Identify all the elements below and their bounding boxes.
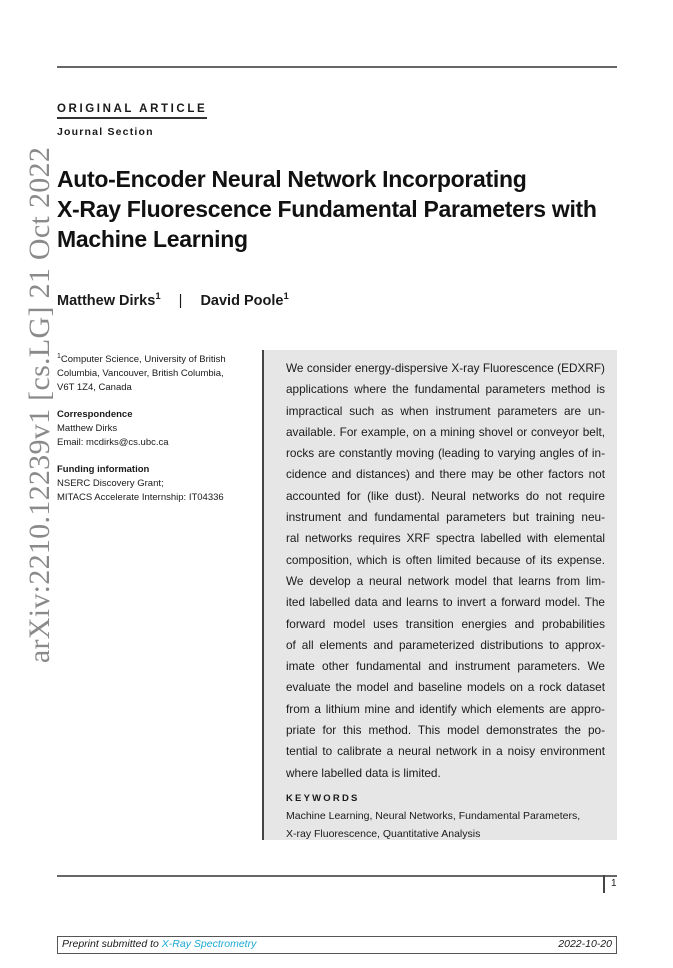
affiliation-mark: 1 (283, 291, 289, 302)
keywords-line: X-ray Fluorescence, Quantitative Analysis (286, 827, 481, 840)
abstract-line: We consider energy-dispersive X-ray Fluorescence (EDXRF) (286, 361, 605, 375)
top-rule (57, 66, 617, 68)
article-type: ORIGINAL ARTICLE (57, 103, 207, 119)
affiliation-mark: 1 (57, 353, 61, 360)
correspondence-label: Correspondence (57, 409, 133, 421)
author-separator: | (178, 292, 183, 309)
author-name: David Poole (200, 292, 284, 309)
funding-line: MITACS Accelerate Internship: IT04336 (57, 492, 224, 504)
abstract-line: priate for this method. This model demonstrates the po- (286, 723, 605, 738)
correspondence-name: Matthew Dirks (57, 423, 118, 435)
abstract-line: available. For example, on a mining shovel or conveyor belt, (286, 424, 605, 439)
affiliation-line: Columbia, Vancouver, British Columbia, (57, 368, 224, 380)
affiliation (57, 350, 247, 395)
keywords (286, 807, 605, 843)
footer-prefix: Preprint submitted to (62, 938, 162, 950)
abstract-line: composition, which is often limited because of its expense. (286, 552, 605, 567)
journal-link[interactable]: X-Ray Spectrometry (161, 938, 257, 950)
abstract-line: accounted for (like dust). Neural networks do not require (286, 488, 605, 503)
abstract-line: evaluate the model and baseline models on a rock dataset (286, 680, 605, 695)
funding-label: Funding information (57, 464, 150, 476)
journal-section: Journal Section (57, 126, 154, 138)
abstract-line: rocks are constantly moving (leading to varying angles of in- (286, 446, 605, 461)
abstract-line: We develop a neural network model that learns from lim- (286, 573, 605, 588)
title-line: Machine Learning (57, 226, 248, 252)
keywords-label: KEYWORDS (286, 792, 360, 804)
author-name: Matthew Dirks (57, 292, 156, 309)
preprint-footer (57, 936, 617, 954)
title-line: X-Ray Fluorescence Fundamental Parameters with (57, 196, 597, 222)
funding-line: NSERC Discovery Grant; (57, 478, 164, 490)
footer-date: 2022-10-20 (558, 938, 612, 950)
sidebar-info (57, 350, 247, 518)
affiliation-mark: 1 (155, 291, 161, 302)
abstract-line: cidence and distances) and there may be other factors not (286, 467, 605, 482)
abstract-line: tential to calibrate a neural network in a noisy environment (286, 744, 605, 759)
paper-title (57, 164, 597, 254)
affiliation-line: V6T 1Z4, Canada (57, 382, 132, 394)
abstract-line: imate other fundamental and instrument parameters. We (286, 659, 605, 674)
abstract-text (286, 358, 605, 784)
abstract-line: instrument and fundamental parameters but training neu- (286, 510, 605, 525)
correspondence (57, 408, 247, 450)
abstract-box (262, 350, 617, 840)
abstract-line: ited labelled data and learns to invert a forward model. The (286, 595, 605, 610)
abstract-line: ral networks requires XRF spectra labelled with elemental (286, 531, 605, 546)
abstract-line: impractical such as when instrument parameters are un- (286, 403, 605, 418)
title-line: Auto-Encoder Neural Network Incorporating (57, 166, 527, 192)
arxiv-stamp: arXiv:2210.12239v1 [cs.LG] 21 Oct 2022 (23, 146, 56, 664)
correspondence-email[interactable]: Email: mcdirks@cs.ubc.ca (57, 437, 169, 449)
abstract-line: forward model uses transition energies and probabilities (286, 616, 605, 631)
abstract-line: of all elements and parameterized distributions to approx- (286, 637, 605, 652)
abstract-line: where labelled data is limited. (286, 765, 441, 780)
page-number-divider (603, 875, 605, 893)
keywords-line: Machine Learning, Neural Networks, Fundamental Parameters, (286, 809, 581, 822)
funding (57, 463, 247, 505)
affiliation-line: Computer Science, University of British (60, 354, 226, 366)
abstract-line: from a lithium mine and identify which elements are appro- (286, 701, 605, 716)
abstract-line: applications where the fundamental parameters method is (286, 382, 605, 397)
page-number: 1 (611, 878, 617, 889)
bottom-rule (57, 875, 617, 877)
author-list (57, 291, 289, 309)
